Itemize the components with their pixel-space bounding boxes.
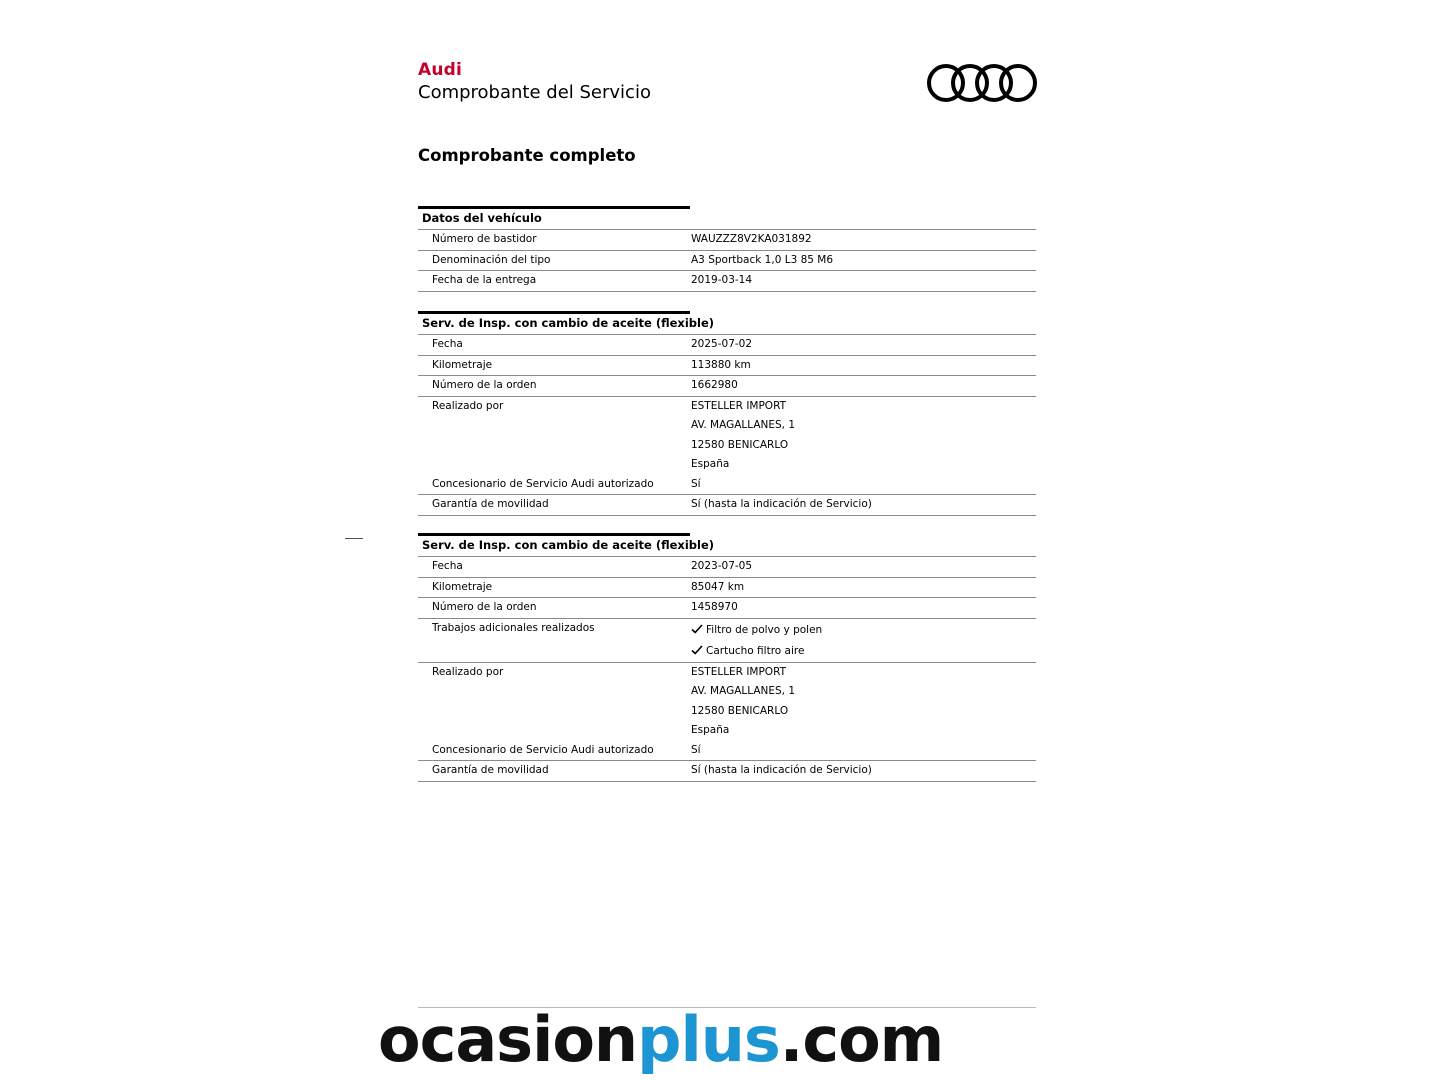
table-row (418, 663, 1036, 741)
row-value: 1458970 (691, 601, 738, 613)
table-row (418, 557, 1036, 578)
logo-suffix: .com (779, 1003, 944, 1076)
audi-rings-icon (926, 62, 1038, 104)
logo-accent: plus (637, 1003, 780, 1076)
section-heading (418, 313, 1036, 335)
brand-name: Audi (418, 60, 463, 80)
service-record-table (418, 535, 1036, 782)
address-line: ESTELLER IMPORT (691, 665, 787, 678)
row-label: Concesionario de Servicio Audi autorizado (432, 477, 654, 490)
row-label: Fecha de la entrega (432, 274, 537, 286)
service-heading: Serv. de Insp. con cambio de aceite (flexible) (422, 316, 715, 330)
table-row (418, 598, 1036, 619)
row-label: Fecha (432, 560, 463, 572)
section-title: Comprobante completo (418, 146, 636, 165)
table-row (418, 397, 1036, 475)
row-label: Realizado por (432, 665, 504, 678)
work-item (691, 640, 1036, 662)
checkmark-icon (691, 645, 703, 655)
ocasionplus-logo (378, 1003, 943, 1076)
work-item-label: Cartucho filtro aire (706, 645, 805, 657)
work-item-label: Filtro de polvo y polen (706, 623, 823, 636)
row-value: WAUZZZ8V2KA031892 (691, 233, 812, 245)
service-heading: Serv. de Insp. con cambio de aceite (flexible) (422, 538, 715, 552)
row-value: Sí (691, 743, 701, 756)
row-value: Sí (hasta la indicación de Servicio) (691, 764, 872, 776)
row-label: Realizado por (432, 399, 504, 412)
row-label: Fecha (432, 338, 463, 350)
table-row (418, 376, 1036, 397)
row-label: Número de la orden (432, 379, 537, 391)
table-row (418, 251, 1036, 272)
document-title: Comprobante del Servicio (418, 82, 651, 103)
address-line: AV. MAGALLANES, 1 (691, 419, 796, 431)
table-row (418, 619, 1036, 663)
row-label: Garantía de movilidad (432, 498, 549, 510)
vehicle-heading: Datos del vehículo (422, 211, 542, 225)
table-row (418, 741, 1036, 762)
vehicle-data-table (418, 208, 1036, 292)
row-label: Trabajos adicionales realizados (432, 621, 595, 634)
row-label: Kilometraje (432, 580, 493, 593)
service-record-table (418, 313, 1036, 516)
row-value: 113880 km (691, 358, 751, 371)
table-row (418, 335, 1036, 356)
section-heading (418, 535, 1036, 557)
table-row (418, 475, 1036, 496)
work-item (691, 619, 1036, 641)
address-line: AV. MAGALLANES, 1 (691, 685, 796, 697)
row-value: 1662980 (691, 379, 738, 391)
row-label: Kilometraje (432, 358, 493, 371)
row-label: Concesionario de Servicio Audi autorizado (432, 743, 654, 756)
address-line: 12580 BENICARLO (691, 704, 789, 717)
address-line: España (691, 458, 730, 470)
row-value: 2023-07-05 (691, 560, 753, 572)
row-label: Garantía de movilidad (432, 764, 549, 776)
row-label: Número de bastidor (432, 233, 537, 245)
table-row (418, 230, 1036, 251)
section-heading (418, 208, 1036, 230)
table-row (418, 761, 1036, 782)
row-value: 2019-03-14 (691, 274, 753, 286)
table-row (418, 271, 1036, 292)
margin-mark (345, 538, 363, 539)
logo-prefix: ocasion (378, 1003, 638, 1076)
row-value: 85047 km (691, 580, 745, 593)
row-label: Número de la orden (432, 601, 537, 613)
table-row (418, 495, 1036, 516)
table-row (418, 578, 1036, 599)
row-value: A3 Sportback 1,0 L3 85 M6 (691, 253, 834, 266)
table-row (418, 356, 1036, 377)
row-value: Sí (hasta la indicación de Servicio) (691, 498, 872, 510)
address-line: ESTELLER IMPORT (691, 399, 787, 412)
address-line: 12580 BENICARLO (691, 438, 789, 451)
checkmark-icon (691, 624, 703, 634)
row-value: 2025-07-02 (691, 338, 753, 350)
row-value: Sí (691, 477, 701, 490)
address-line: España (691, 724, 730, 736)
row-label: Denominación del tipo (432, 253, 551, 266)
